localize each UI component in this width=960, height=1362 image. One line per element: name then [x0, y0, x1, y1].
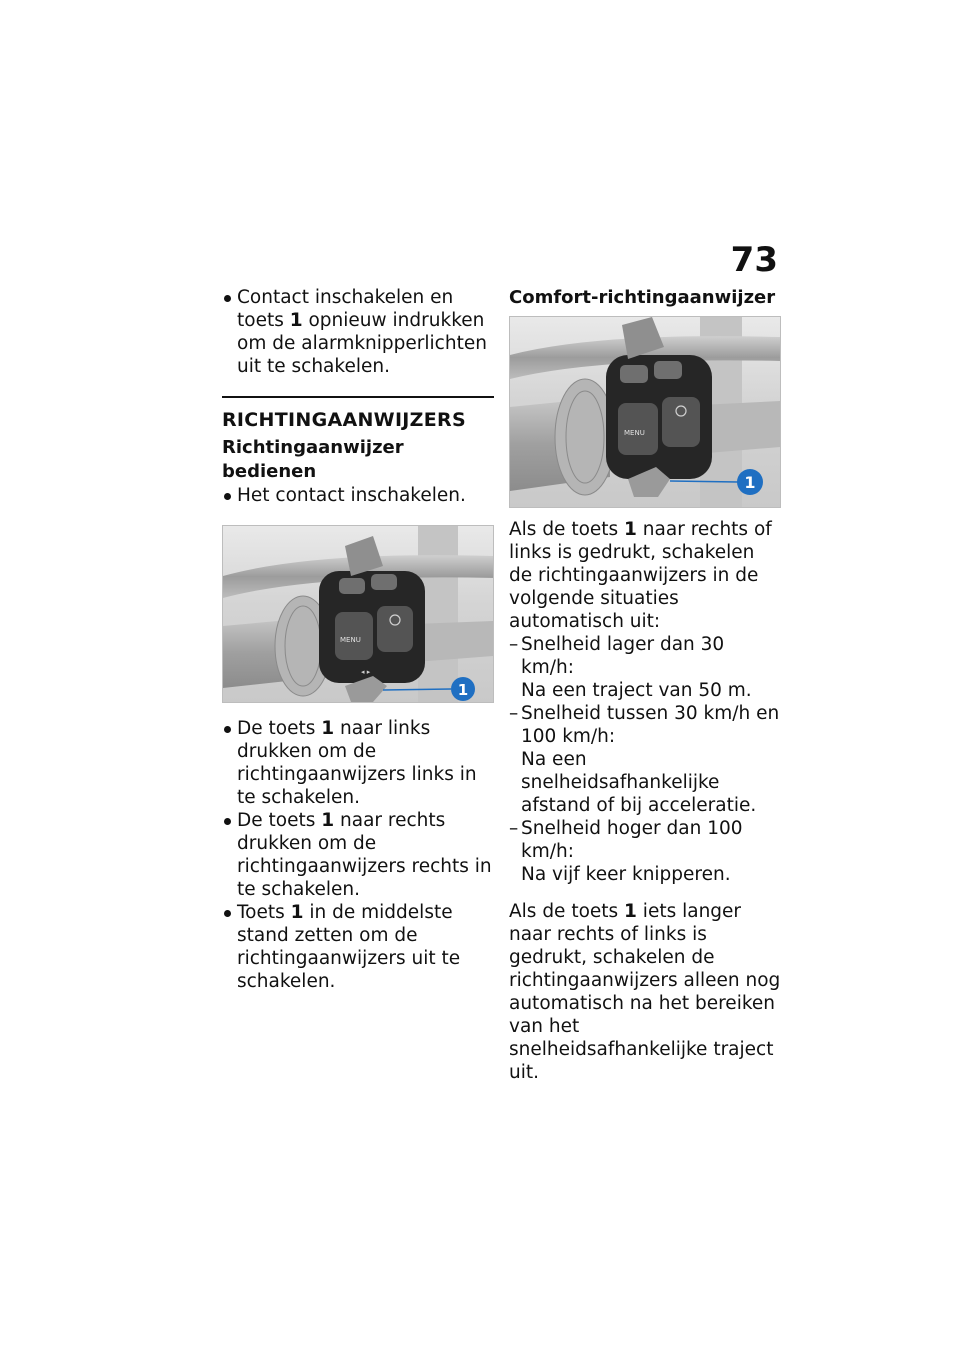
intro-bullet: Contact inschakelen en toets 1 opnieuw indrukken om de alarmknipperlichten uit te schakelen. [222, 286, 494, 378]
right-column [509, 286, 781, 1084]
speed-case-high: – Snelheid hoger dan 100 km/h: Na vijf keer knipperen. [509, 818, 743, 885]
switch-photo-right [509, 316, 781, 508]
indicator-label: ◂ ▸ [361, 668, 371, 676]
menu-label-2: MENU [624, 429, 645, 437]
bullet-middle: Toets 1 in de middelste stand zetten om de richtingaanwijzers uit te schakelen. [222, 901, 494, 993]
callout-number: 1 [457, 681, 469, 699]
switch-photo-left [222, 525, 494, 703]
callout-number-2: 1 [744, 473, 756, 492]
bullet-contact: Het contact inschakelen. [222, 484, 494, 507]
left-column [222, 286, 494, 993]
comfort-para-1: Als de toets 1 naar rechts of links is gedrukt, schakelen de richtingaanwijzers in de volgende situaties automatisch uit: [509, 519, 772, 632]
comfort-heading: Comfort-richtingaanwijzer [509, 287, 776, 308]
handlebar-switch-illustration-2 [510, 317, 780, 507]
speed-case-low: – Snelheid lager dan 30 km/h: Na een traject van 50 m. [509, 634, 752, 701]
menu-label: MENU [340, 636, 361, 644]
bullet-right: De toets 1 naar rechts drukken om de richtingaanwijzers rechts in te schakelen. [222, 809, 494, 901]
page-number: 73 [730, 240, 778, 280]
section-title: RICHTINGAANWIJZERS [222, 409, 466, 431]
handlebar-switch-illustration [223, 526, 493, 702]
bullet-left: De toets 1 naar links drukken om de richtingaanwijzers links in te schakelen. [222, 717, 494, 809]
comfort-para-2: Als de toets 1 iets langer naar rechts of links is gedrukt, schakelen de richtingaanwijzers alleen nog automatisch na het bereiken van het snelheidsafhankelijke traject uit. [509, 901, 781, 1083]
subsection-title: Richtingaanwijzer bedienen [222, 437, 404, 482]
section-rule [222, 396, 494, 398]
speed-case-mid: – Snelheid tussen 30 km/h en 100 km/h: Na een snelheidsafhankelijke afstand of bij acceleratie. [509, 703, 780, 816]
